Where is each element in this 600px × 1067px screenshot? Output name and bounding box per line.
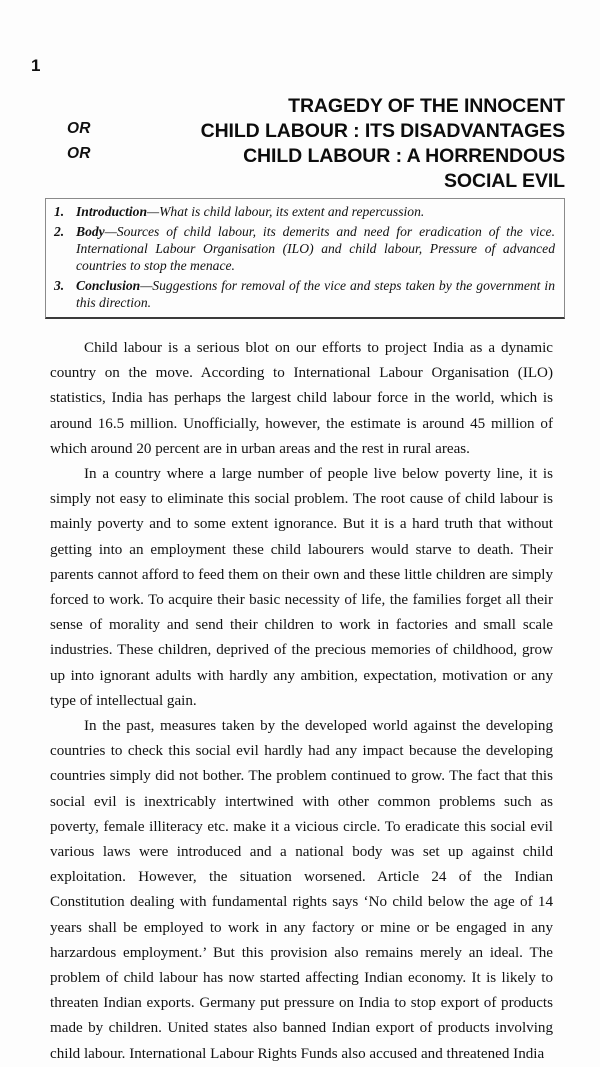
body-paragraph: In a country where a large number of people live below poverty line, it is simply not easy to eliminate this social problem. The root cause of child labour is mainly poverty and to some extent ignorance. But it is a hard truth that without getting into an employment these child labourers would starve to death. Their parents cannot afford to feed them on their own and these little children are simply forced to work. To acquire their basic necessity of life, the families forget all their sense of morality and send their children to work in factories and small scale industries. These children, deprived of the precious memories of childhood, grow up into ignorant adults with hardly any ambition, expectation, motivation or any type of intellectual gain.	[50, 466, 553, 709]
essay-title-block	[45, 95, 565, 195]
title-line-3: CHILD LABOUR : A HORRENDOUS	[243, 145, 565, 167]
page-number: 1	[31, 56, 41, 75]
outline-item-text	[76, 278, 555, 311]
title-line-1: TRAGEDY OF THE INNOCENT	[288, 95, 565, 117]
outline-item-lead: Conclusion	[76, 277, 141, 293]
outline-item-lead: Body	[76, 224, 105, 240]
title-row-2	[45, 120, 565, 145]
title-row-4	[45, 170, 565, 195]
outline-item-number: 1.	[54, 204, 65, 219]
outline-item-text	[76, 204, 555, 221]
essay-body	[50, 336, 553, 1067]
or-label-1: OR	[67, 120, 91, 137]
outline-item	[51, 224, 555, 274]
or-label-2: OR	[67, 145, 91, 162]
title-line-2: CHILD LABOUR : ITS DISADVANTAGES	[200, 120, 565, 142]
outline-item-rest: —Sources of child labour, its demerits and need for eradication of the vice. International Labour Organisation (ILO) and child labour, Pressure of advanced countries to stop the menace.	[76, 224, 555, 273]
outline-item	[51, 204, 555, 221]
outline-item-text	[76, 224, 555, 274]
title-line-4: SOCIAL EVIL	[444, 170, 565, 192]
body-paragraph: In the past, measures taken by the developed world against the developing countries to check this social evil hardly had any impact because the developing countries simply did not bother. The problem continued to grow. The fact that this social evil is inextricably intertwined with other common problems such as poverty, female illiteracy etc. make it a vicious circle. To eradicate this social evil various laws were introduced and a national body was set up against child exploitation. However, the situation worsened. Article 24 of the Indian Constitution dealing with fundamental rights says ‘No child below the age of 14 years shall be employed to work in any factory or mine or be engaged in any harzardous employment.’ But this provision also remains merely an ideal. The problem of child labour has now started affecting Indian economy. It is likely to threaten Indian exports. Germany put pressure on India to stop export of products made by children. United states also banned Indian export of products involving child labour. International Labour Rights Funds also accused and threatened India	[50, 718, 553, 1062]
outline-item-number: 2.	[54, 224, 65, 240]
outline-item	[51, 278, 555, 311]
outline-item-number: 3.	[54, 277, 65, 293]
outline-item-rest: —What is child labour, its extent and repercussion.	[147, 204, 425, 219]
outline-box	[45, 198, 565, 319]
title-row-3	[45, 145, 565, 170]
title-row-1	[45, 95, 565, 120]
outline-item-rest: —Suggestions for removal of the vice and steps taken by the government in this direction.	[76, 277, 555, 310]
outline-item-lead: Introduction	[76, 204, 148, 219]
body-paragraph: Child labour is a serious blot on our efforts to project India as a dynamic country on the move. According to International Labour Organisation (ILO) statistics, India has perhaps the largest child labour force in the world, which is around 16.5 million. Unofficially, however, the estimate is around 45 million of which around 20 percent are in urban areas and the rest in rural areas.	[50, 340, 553, 457]
